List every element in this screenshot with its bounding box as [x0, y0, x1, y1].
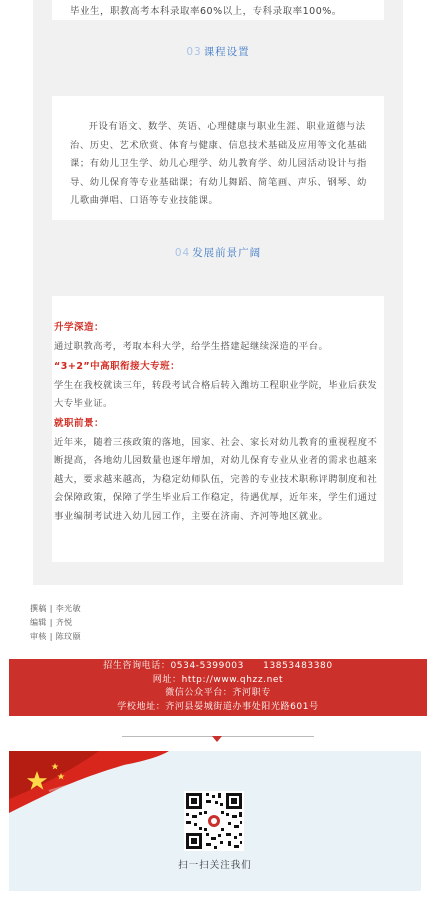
qr-caption: 扫一扫关注我们 — [178, 860, 252, 871]
section-title-text: 课程设置 — [203, 46, 250, 58]
credit-editor: 编辑 | 齐悦 — [30, 618, 73, 627]
courses-card — [52, 96, 384, 220]
section-title-prospects — [0, 245, 436, 260]
intro-text: 毕业生，职教高考本科录取率60%以上，专科录取率100%。 — [70, 6, 342, 17]
prospect-heading-further-study: 升学深造： — [54, 322, 105, 333]
section-title-courses — [0, 44, 436, 59]
prospect-heading-employment: 就职前景： — [54, 417, 105, 429]
credit-reviewer: 审核 | 陈玟颐 — [30, 632, 81, 641]
prospect-text-college-program: 学生在我校就读三年，转段考试合格后转入潍坊工程职业学院，毕业后获发大专毕业证。 — [54, 379, 378, 409]
courses-text: 开设有语文、数学、英语、心理健康与职业生涯、职业道德与法治、历史、艺术欣赏、体育与健康、信息技术基础及应用等文化基础课；有幼儿卫生学、幼儿心理学、幼儿教育学、幼儿园活动设计与指导、幼儿保育等专业基础课；有幼儿舞蹈、简笔画、声乐、钢琴、幼儿歌曲弹唱、口语等专业技能课。 — [70, 121, 367, 206]
section-number: 04 — [174, 247, 191, 259]
prospect-text-further-study: 通过职教高考，考取本科大学，给学生搭建起继续深造的平台。 — [54, 341, 329, 352]
prospect-text-employment: 近年来，随着三孩政策的落地，国家、社会、家长对幼儿教育的重视程度不断提高，各地幼儿园数量也逐年增加，对幼儿保育专业从业者的需求也越来越大，要求越来越高，为稳定幼师队伍，完善的专业技术职称评聘制度和社会保障政策，保障了学生毕业后工作稳定，待遇优厚，近年来，学生们通过事业编制考试进入幼儿园工作，主要在济南、齐河等地区就业。 — [54, 436, 378, 522]
contact-banner — [9, 659, 427, 716]
section-number: 03 — [186, 46, 202, 58]
divider-arrow-icon — [212, 736, 222, 742]
section-title-text: 发展前景广阔 — [192, 247, 262, 259]
qr-code[interactable] — [184, 791, 244, 851]
footer-panel — [9, 751, 421, 891]
contact-address: 学校地址：齐河县晏城街道办事处阳光路601号 — [117, 701, 319, 712]
contact-phone: 招生咨询电话：0534-5399003 13853483380 — [103, 661, 333, 671]
contact-website[interactable]: 网址：http://www.qhzz.net — [152, 674, 284, 685]
credit-writer: 撰稿 | 李光敏 — [30, 604, 81, 613]
intro-card — [52, 0, 384, 20]
prospect-heading-college-program: “3+2”中高职衔接大专班： — [54, 360, 181, 372]
contact-wechat: 微信公众平台：齐河职专 — [165, 688, 271, 698]
credits — [30, 602, 81, 644]
prospects-card — [52, 296, 384, 562]
